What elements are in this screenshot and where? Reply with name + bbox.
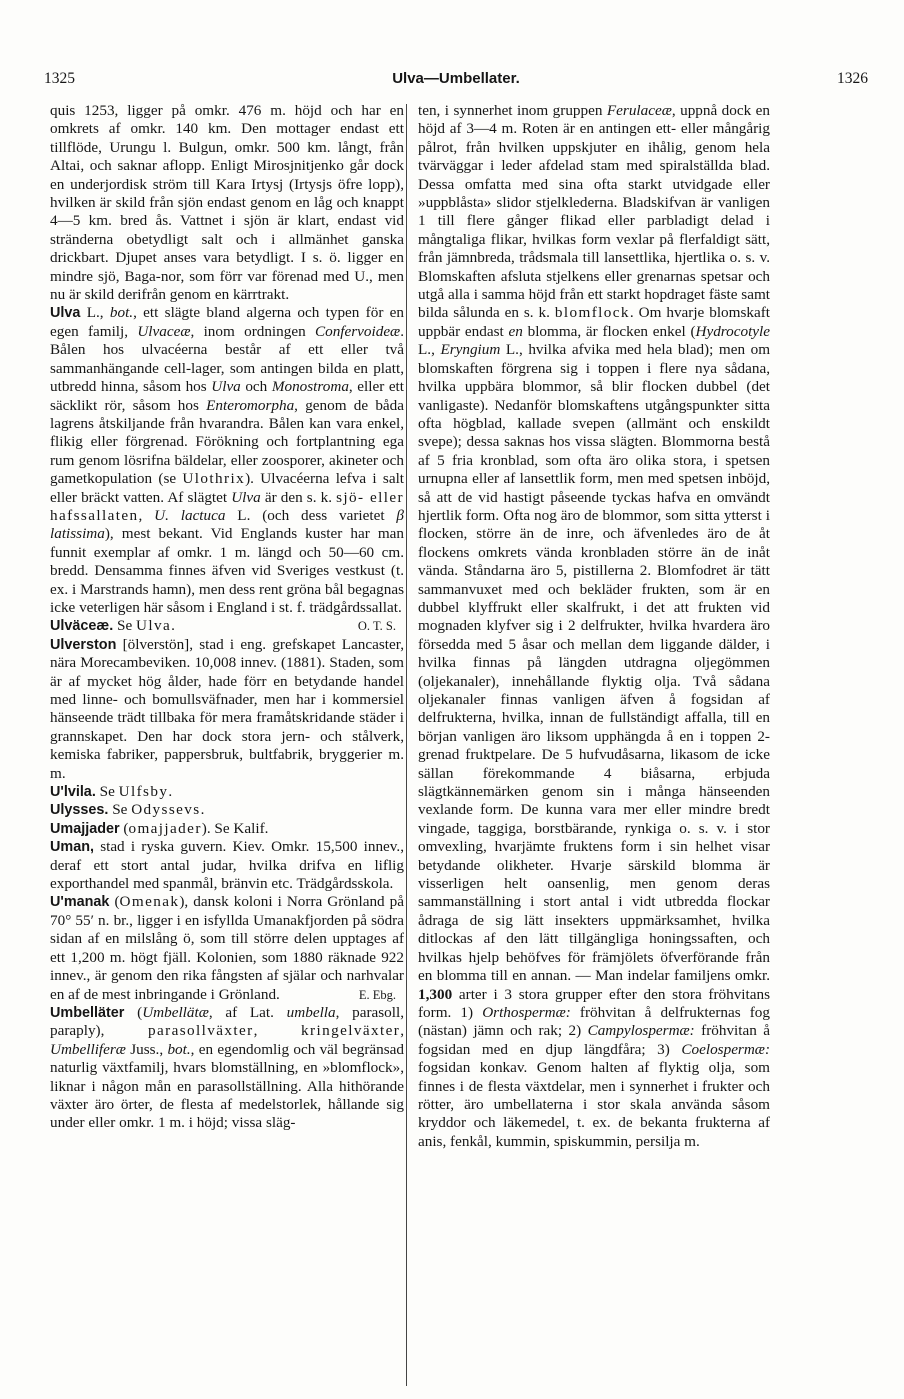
right-column [418,102,770,1392]
page-number-right: 1326 [837,70,868,87]
headword: Ulysses. [50,802,109,819]
running-title: Ulva—Umbellater. [392,70,520,87]
entry-ulva: Ulva L., bot., ett slägte bland algerna och typen för en egen familj, Ulvaceæ, inom ordningen Confervoideæ. Bålen hos ulvacéerna består af ett eller två sammanhängande cell-lager, som antingen bilda en platt, utbredd hinna, såsom hos Ulva och Monostroma, eller ett säcklikt rör, såsom hos Enteromorpha, genom de båda lagrens åtskiljande från hvarandra. Bålen kan vara enkel, flikig eller förgrenad. Förökning och fortplantning ega rum genom lösrifna bäldelar, eller zoosporer, akineter och gametkopulation (se Ulothrix). Ulvacéerna lefva i salt eller bräckt vatten. Af slägtet Ulva är den s. k. sjö- eller hafssallaten, U. lactuca L. (och dess varietet β latissima), mest bekant. Vid Englands kuster har man funnit exemplar af omkr. 1 m. längd och 50—60 cm. bredd. Densamma finnes äfven vid Sveriges vestkust (t. ex. i Marstrands hamn), men dess rent gröna bål begagnas icke veterligen här såsom i England i st. f. trädgårdssallat. O. T. S. [50,304,404,617]
entry-umanak: U'manak (Omenak), dansk koloni i Norra Grönland på 70° 55′ n. br., ligger i en isfyllda Umanakfjorden på södra sidan af en milslång ö, som till större delen upptages af ett 1,200 m. högt fjäll. Kolonien, som 1880 räknade 922 innev., är genom den rika fångsten af själar och narhvalar en af de mest inbringande i Grönland. E. Ebg. [50,893,404,1003]
column-divider [406,104,407,1386]
headword: U'manak [50,894,110,911]
cross-reference[interactable]: Ulfsby [118,783,169,801]
author-signature: O. T. S. [357,619,396,634]
cross-reference[interactable]: Ulva [135,617,172,635]
cross-reference[interactable]: Ulothrix [182,470,246,488]
entry-ulvaceae: Ulväceæ. Se Ulva. [50,617,175,635]
headword: Uman, [50,839,94,856]
headword: Ulva [50,305,81,322]
entry-ulysses: Ulysses. Se Odyssevs. [50,801,205,819]
entry-ulverston: Ulverston [ölverstön], stad i eng. grefskapet Lancaster, nära Morecambeviken. 10,008 innev. (1881). Staden, som är af mycket hög ålder, hade förr en betydande handel med linne- och bomullsväfnader, men har i kommersiel hänseende trädt tillbaka för mera framåtskridande städer i grannskapet. Den har dock stora jern- och stålverk, kemiska fabriker, pappersbruk, bultfabrik, bryggerier m. m. [50,635,404,782]
paragraph-umbellater-continued: ten, i synnerhet inom gruppen Ferulaceæ, uppnå dock en höjd af 3—4 m. Roten är en antingen ett- eller mångårig pålrot, från hvilken uppskjuter en ihålig, genom hela tvärväggar i leder afdelad stam med spiralställda blad. Dessa omfatta med sina ofta starkt utvidgade eller »uppblåsta» slidor stjelklederna. Bladskifvan är vanligen 1 till flere gånger flikad eller parbladigt delad i mångtaliga flikar, hvilkas form vexlar på flerfaldigt sätt, från jämnbreda, trådsmala till lansettlika, hjertlika o. s. v. Blomskaften afsluta stjelkens eller grenarnas spetsar och utgå alla i samma höjd från ett starkt hopdraget fäste samt bilda sålunda en s. k. blomflock. Om hvarje blomskaft uppbär endast en blomma, är flocken enkel (Hydrocotyle L., Eryngium L., hvilka afvika med hela blad); men om blomskaften förgrena sig i toppen i flere nya sådana, hvilka uppbära blommor, så blir flocken dubbel (det vanligaste). Nedanför blomskaftens utgångspunkter sitta ofta högblad, kallade svepen (allmänt och enskildt svepe); dessa saknas hos vissa slägten. Blommorna bestå af 5 fria kronblad, som ofta äro olika stora, i spetsen urnupna eller af lansettlik form, men med spetsen inböjd, så att de vid hastigt påseende tyckas hafva en omvändt hjertlik form. Ofta nog äro de blommor, som sitta ytterst i flocken, större än de inre, och äfvenledes äro de åt flockens omkrets vända kronbladen större än de inåt vända. Ståndarna äro 5, pistillerna 2. Blomfodret är tätt sammanvuxet med och bekläder frukten, som är en dubbel klyffrukt eller skalfrukt, i det att frukten vid mognaden klyfver sig i 2 delfrukter, hvilka hvardera äro försedda med 5 åsar och mellan dem liggande dälder, i hvilka finnas på längden utdragna oljegömmen (oljekanaler), innehållande flyktig olja. Två sådana oljekanaler finnas vanligen äfven å fogsidan af delfrukterna, hvilka, innan de fullständigt affalla, till en början vanligen äro liksom upphängda å en i toppen 2-grenad fruktpelare. De 5 hufvudåsarna, likasom de icke sällan förekommande 4 biåsarna, erbjuda slägtkännemärken genom sin i många hänseenden vexlande form. De kunna vara mer eller mindre bredt vingade, taggiga, borstbärande, rynkiga o. s. v. i stor omvexling, hvarjämte fruktens form i sin helhet visar betydande olikheter. Hvarje särskild blomma är visserligen helt oansenlig, men genom deras sammanställning i stort antal i vidt utbredda flockar ådraga de sig lätt insekters uppmärksamhet, hvilka ditlockas af den lätt tillgängliga honingssaften, och hvilkas hjelp behöfves för främjölets öfverförande från en blomma till en annan. — Man indelar familjens omkr. 1,300 arter i 3 stora grupper efter den stora fröhvitans form. 1) Orthospermæ: fröhvitan å delfrukternas fog (nästan) jämn och rak; 2) Campylospermæ: fröhvitan å fogsidan med en djup längdfåra; 3) Coelospermæ: fogsidan konkav. Genom halten af flyktig olja, som finnes i de flesta växtdelar, men i synnerhet i frukter och rötter, äro umbellaterna i stor skala använda såsom kryddor och läkemedel, t. ex. de bekanta frukterna af anis, fenkål, kummin, spiskummin, persilja m. [418,102,770,1150]
page-number-left: 1325 [44,70,75,87]
paragraph-continuation: quis 1253, ligger på omkr. 476 m. höjd och har en omkrets af omkr. 140 km. Den mottager endast ett tillflöde, Urungu l. Bulgun, omkr. 500 km. långt, från Altai, och saknar aflopp. Enligt Mirosjnitjenko går dock en underjordisk ström till Kara Irtysj (Irtysjs öfre lopp), hvilken är skild från sjön endast genom en låg och knappt 4—5 km. bred ås. Vattnet i sjön är klart, endast vid stränderna obetydligt salt och i allmänhet ganska drickbart. Djupet anses vara betydligt. I s. ö. ligger en mindre sjö, Baga-nor, som förr var förenad med U., men nu är skild derifrån genom en kärrtrakt. [50,102,404,304]
entry-uman: Uman, stad i ryska guvern. Kiev. Omkr. 15,500 innev., deraf ett stort antal judar, hvilka drifva en liflig exporthandel med spanmål, bränvin etc. Trädgårdsskola. [50,838,404,893]
entry-ulvila: U'lvila. Se Ulfsby. [50,783,173,801]
headword: Ulverston [50,636,117,653]
headword: Ulväceæ. [50,618,114,635]
entry-umbellater: Umbelläter (Umbellätæ, af Lat. umbella, parasoll, paraply), parasollväxter, kringelväxter, Umbelliferæ Juss., bot., en egendomlig och väl begränsad naturlig växtfamilj, hvars blomställning, en »blomflock», liknar i någon mån en parasollställning. Alla hithörande växter äro örter, de flesta af medelstorlek, hållande sig under eller omkr. 1 m. i höjd; vissa släg- [50,1003,404,1132]
left-column [50,102,404,1392]
author-signature: E. Ebg. [358,987,396,1002]
headword: Umajjader [50,820,120,837]
cross-reference[interactable]: Odyssevs [131,801,201,819]
entry-umajjader: Umajjader (omajjader). Se Kalif. [50,819,269,837]
headword: U'lvila. [50,784,96,801]
page-header [44,70,868,96]
headword: Umbelläter [50,1004,125,1021]
